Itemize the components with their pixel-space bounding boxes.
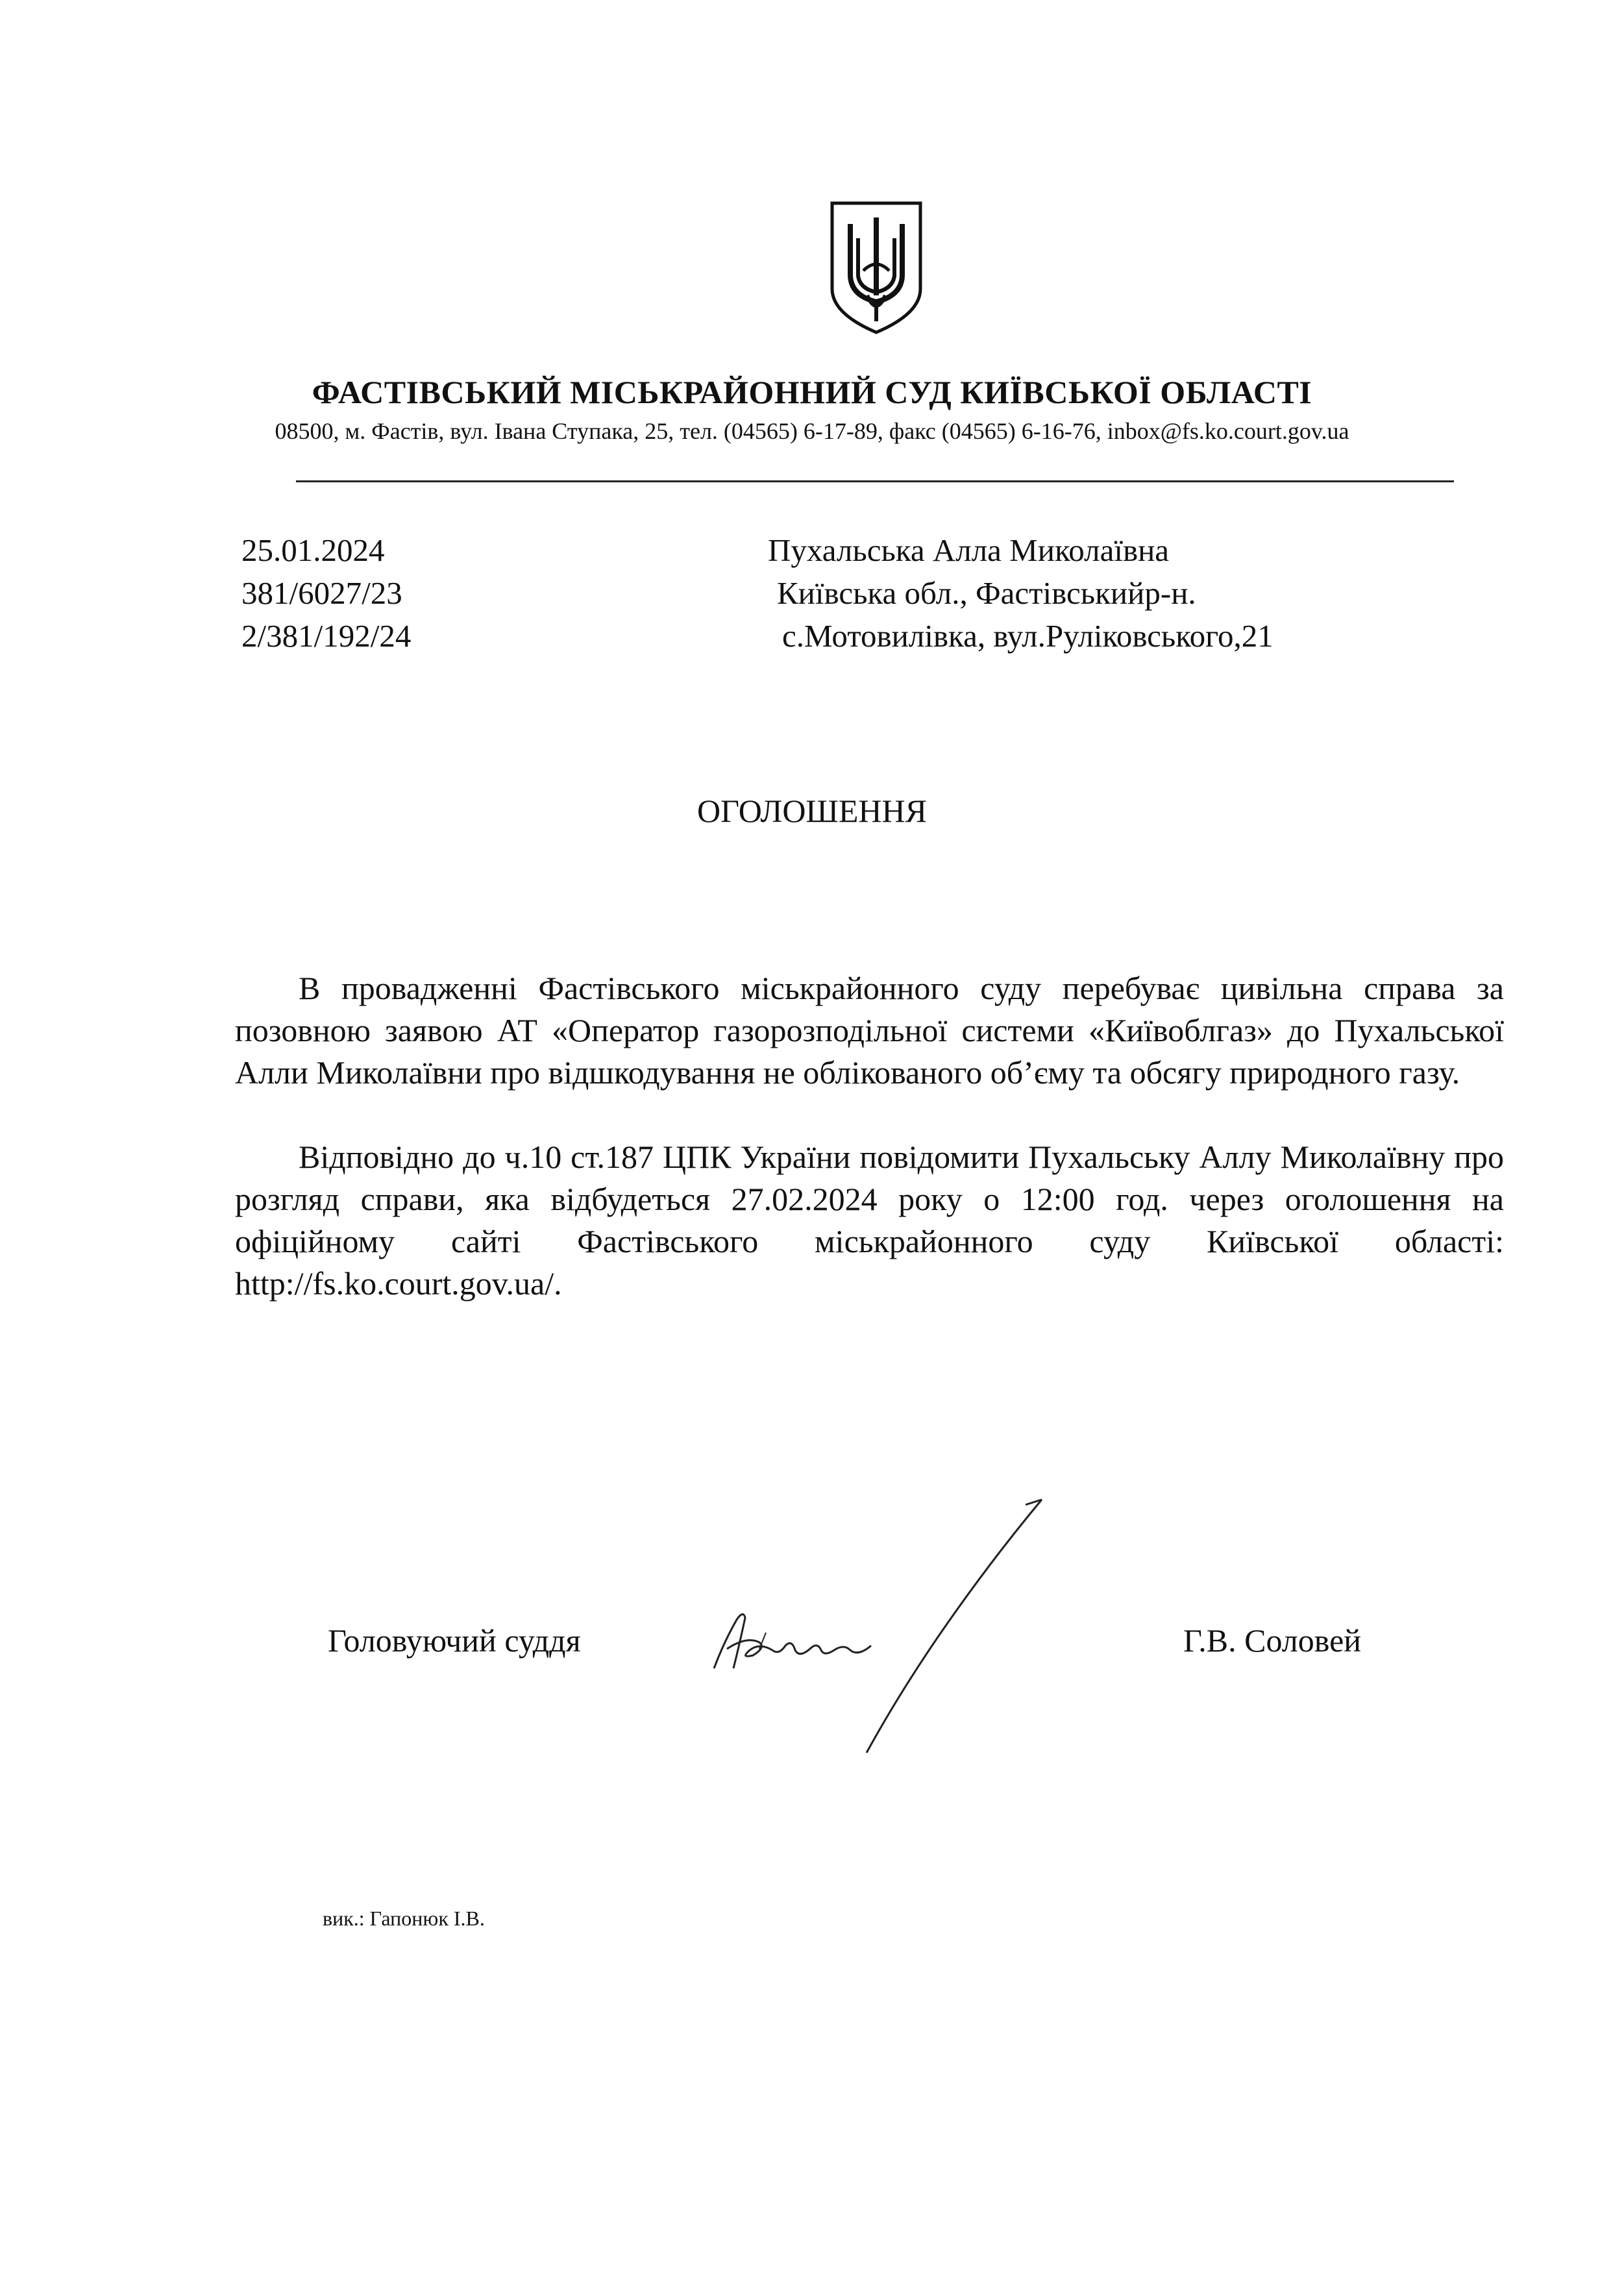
ukraine-coat-of-arms-icon (824, 198, 928, 338)
document-title: ОГОЛОШЕННЯ (697, 793, 927, 829)
header-divider (296, 480, 1454, 482)
document-date: 25.01.2024 (241, 532, 385, 568)
signatory-position: Головуючий суддя (328, 1622, 581, 1659)
court-name: ФАСТІВСЬКИЙ МІСЬКРАЙОННИЙ СУД КИЇВСЬКОЇ ОБЛАСТІ (312, 374, 1312, 410)
body-paragraph-2: Відповідно до ч.10 ст.187 ЦПК України повідомити Пухальську Аллу Миколаївну про розгляд справи, яка відбудеться 27.02.2024 року о 12:00 год. через оголошення на офіційному сайті Фастівського міськрайонного суду Київської області: http://fs.ko.court.gov.ua/. (235, 1139, 1504, 1302)
handwritten-signature (688, 1480, 1052, 1759)
body-paragraph-1: В провадженні Фастівського міськрайонного суду перебуває цивільна справа за позовною заявою АТ «Оператор газорозподільної системи «Київоблгаз» до Пухальської Алли Миколаївни про відшкодування не облікованого об’єму та обсягу природного газу. (235, 970, 1504, 1091)
court-contacts: 08500, м. Фастів, вул. Івана Ступака, 25, тел. (04565) 6-17-89, факс (04565) 6-16-76, inbox@fs.ko.court.gov.ua (275, 418, 1349, 444)
addressee-region: Київська обл., Фастівськийр-н. (777, 575, 1196, 611)
registration-block (241, 529, 411, 658)
signatory-name: Г.В. Соловей (1183, 1622, 1362, 1659)
addressee-address: с.Мотовилівка, вул.Руліковського,21 (782, 618, 1273, 654)
case-number: 381/6027/23 (241, 575, 402, 611)
executor-note: вик.: Гапонюк І.В. (323, 1907, 485, 1930)
addressee-name: Пухальська Алла Миколаївна (768, 532, 1170, 568)
outgoing-number: 2/381/192/24 (241, 618, 412, 654)
